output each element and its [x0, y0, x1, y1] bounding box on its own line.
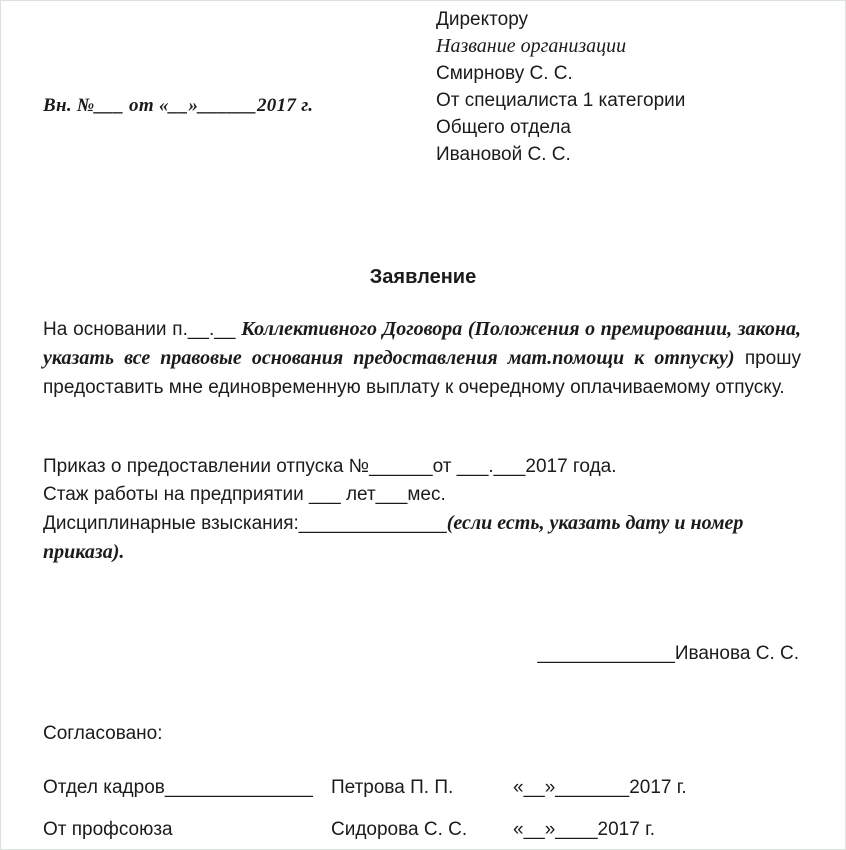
body-legal-basis: Коллективного Договора (Положения о премировании, закона, указать все правовые основания предоставления мат.помощи к отпуску): [43, 318, 802, 369]
approval-row-hr: [43, 777, 805, 799]
approval-signer-name: Петрова П. П.: [331, 777, 454, 798]
approval-date: «__»____2017 г.: [513, 819, 655, 840]
signature-name: Иванова С. С.: [674, 643, 799, 664]
approval-dept: Отдел кадров______________: [43, 777, 313, 798]
recipient-organization: Название организации: [436, 35, 627, 57]
applicant-signature-line: [537, 643, 799, 665]
body-paragraph: [43, 315, 801, 402]
disciplinary-label: Дисциплинарные взыскания:______________: [43, 513, 447, 534]
body-request: прошу предоставить мне единовременную выплату к очередному оплачиваемому отпуску.: [43, 348, 801, 398]
body-lead: На основании п.__.__: [43, 319, 242, 340]
recipient-block: [436, 6, 685, 168]
applicant-position: От специалиста 1 категории: [436, 90, 686, 111]
recipient-position: Директору: [436, 9, 529, 30]
signature-underline: _____________: [537, 643, 675, 664]
approval-dept: От профсоюза: [43, 819, 173, 840]
agreed-label: Согласовано:: [43, 723, 163, 744]
experience-line: Стаж работы на предприятии ___ лет___мес.: [43, 484, 446, 505]
applicant-department: Общего отдела: [436, 117, 571, 138]
order-line: Приказ о предоставлении отпуска №______от ___.___2017 года.: [43, 456, 617, 477]
approval-signer-name: Сидорова С. С.: [331, 819, 468, 840]
disciplinary-note: (если есть, указать дату и номер приказа).: [43, 512, 744, 563]
approval-date: «__»_______2017 г.: [513, 777, 687, 798]
recipient-name: Смирнову С. С.: [436, 63, 573, 84]
details-block: [43, 453, 801, 567]
approval-row-union: [43, 819, 805, 841]
document-title: Заявление: [369, 266, 477, 288]
internal-doc-number: Вн. №___ от «__»______2017 г.: [43, 95, 314, 116]
disciplinary-line: [43, 509, 801, 567]
applicant-name: Ивановой С. С.: [436, 144, 571, 165]
